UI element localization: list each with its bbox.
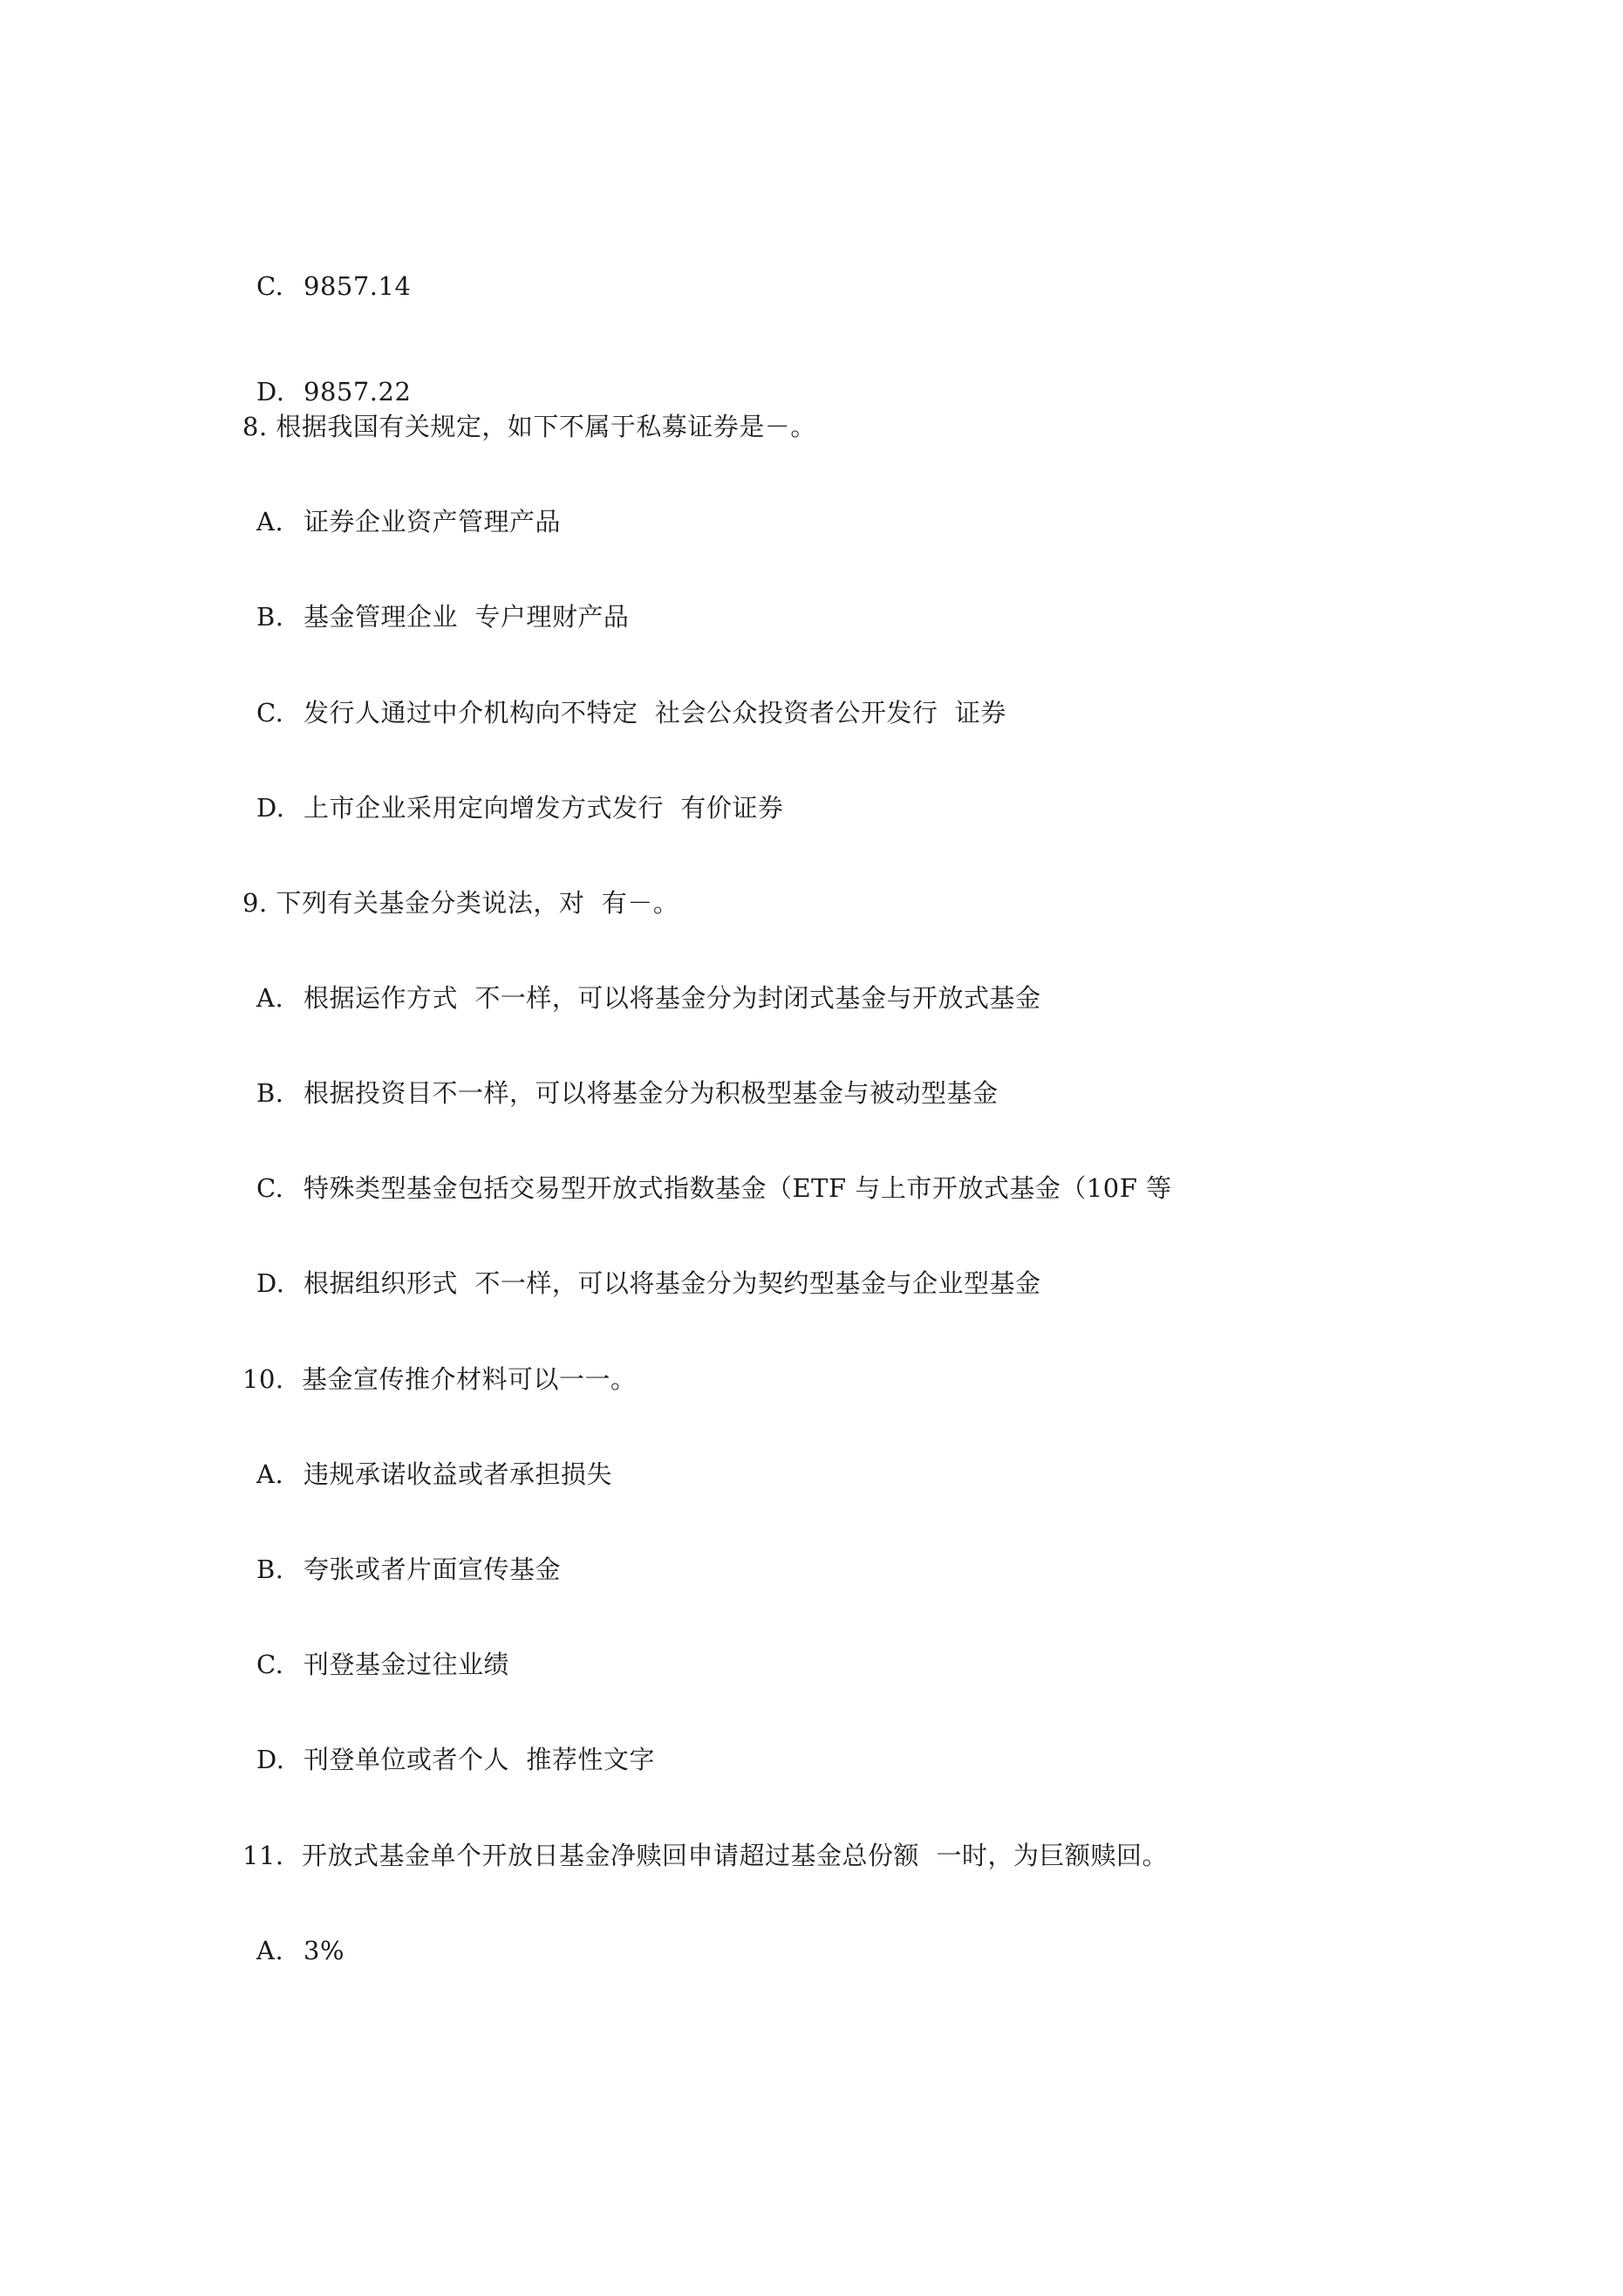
q9-option-a <box>256 982 1040 1014</box>
option-label: D. <box>256 377 285 407</box>
option-text: 刊登单位或者个人 推荐性文字 <box>303 1745 655 1774</box>
question-number: 10. <box>242 1364 284 1394</box>
option-label: A. <box>256 1459 284 1489</box>
q8-option-d <box>256 792 783 823</box>
option-label: A. <box>256 507 284 536</box>
option-text: 夸张或者片面宣传基金 <box>303 1555 562 1584</box>
option-label: D. <box>256 793 285 823</box>
option-text: 上市企业采用定向增发方式发行 有价证券 <box>303 793 784 823</box>
option-text: 刊登基金过往业绩 <box>303 1650 510 1679</box>
q10-option-a <box>256 1459 612 1490</box>
q8-option-a <box>256 506 561 537</box>
option-text: 特殊类型基金包括交易型开放式指数基金（ETF 与上市开放式基金（10F 等 <box>303 1173 1172 1203</box>
option-label: D. <box>256 1268 285 1298</box>
question-number: 9. <box>242 888 268 918</box>
option-text: 基金管理企业 专户理财产品 <box>303 602 630 632</box>
q7-option-c <box>256 270 411 302</box>
q10-option-c <box>256 1649 509 1680</box>
option-text: 根据投资目不一样，可以将基金分为积极型基金与被动型基金 <box>303 1078 999 1108</box>
question-text: 根据我国有关规定，如下不属于私募证券是－。 <box>276 412 816 441</box>
option-text: 根据运作方式 不一样，可以将基金分为封闭式基金与开放式基金 <box>303 983 1041 1013</box>
question-11 <box>242 1840 1168 1871</box>
q10-option-b <box>256 1554 561 1585</box>
option-text: 发行人通过中介机构向不特定 社会公众投资者公开发行 证券 <box>303 698 1006 728</box>
option-text: 9857.14 <box>303 271 412 301</box>
q8-option-b <box>256 601 629 632</box>
option-label: B. <box>256 1555 284 1584</box>
q10-option-d <box>256 1744 655 1775</box>
option-label: C. <box>256 698 284 728</box>
question-9 <box>242 887 679 919</box>
question-number: 11. <box>242 1841 284 1870</box>
option-label: D. <box>256 1745 285 1774</box>
q8-option-c <box>256 697 1006 728</box>
question-number: 8. <box>242 412 268 441</box>
option-text: 9857.22 <box>303 377 412 407</box>
q9-option-c <box>256 1172 1172 1204</box>
option-text: 3% <box>303 1936 345 1965</box>
option-label: B. <box>256 602 284 632</box>
option-text: 违规承诺收益或者承担损失 <box>303 1459 613 1489</box>
option-label: C. <box>256 1650 284 1679</box>
q9-option-d <box>256 1268 1040 1299</box>
q7-option-d <box>256 376 411 407</box>
option-label: B. <box>256 1078 284 1108</box>
option-text: 证券企业资产管理产品 <box>303 507 562 536</box>
option-label: A. <box>256 1936 284 1965</box>
question-8 <box>242 411 816 442</box>
option-text: 根据组织形式 不一样，可以将基金分为契约型基金与企业型基金 <box>303 1268 1041 1298</box>
option-label: C. <box>256 1173 284 1203</box>
question-10 <box>242 1363 637 1395</box>
option-label: C. <box>256 271 284 301</box>
question-text: 基金宣传推介材料可以一一。 <box>302 1364 637 1394</box>
q9-option-b <box>256 1077 999 1109</box>
question-text: 开放式基金单个开放日基金净赎回申请超过基金总份额 一时，为巨额赎回。 <box>302 1841 1168 1870</box>
question-text: 下列有关基金分类说法，对 有－。 <box>276 888 679 918</box>
option-label: A. <box>256 983 284 1013</box>
q11-option-a <box>256 1935 344 1966</box>
